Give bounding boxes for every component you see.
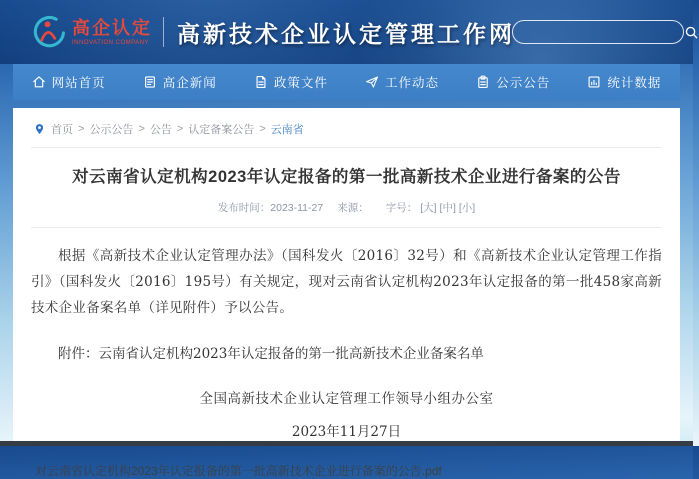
signature-date: 2023年11月27日 [291,424,402,440]
nav-item-news[interactable] [143,73,217,91]
clipboard-icon [476,75,490,89]
font-size-controls [383,200,476,215]
breadcrumb-item-home[interactable]: 首页 [51,124,73,136]
breadcrumb [31,108,662,147]
breadcrumb-divider [31,147,662,148]
attachment-pdf-link[interactable]: 对云南省认定机构2023年认定报备的第一批高新技术企业进行备案的公告.pdf [35,464,442,478]
font-size-large-button[interactable]: [大] [420,202,437,214]
breadcrumb-item-yunnan[interactable]: 云南省 [270,124,304,136]
publish-date: 发布时间：2023-11-27 [217,202,324,214]
brand-subtitle: INNOVATION COMPANY [72,39,150,46]
brand-name: 高企认定 [72,17,152,38]
main-nav [13,64,680,100]
paper-plane-icon [365,75,379,89]
search-icon[interactable] [684,25,699,40]
nav-item-label: 政策文件 [273,76,328,90]
search-input[interactable] [513,22,684,42]
nav-item-label: 公示公告 [496,76,551,90]
breadcrumb-item-notice[interactable]: 公告 [149,124,172,136]
policy-doc-icon [254,75,268,89]
site-logo[interactable] [28,13,152,51]
breadcrumb-separator: > [138,123,145,135]
nav-item-label: 网站首页 [51,76,106,90]
home-icon [32,75,46,89]
breadcrumb-separator: > [176,123,184,135]
font-size-label: 字号： [385,202,418,214]
content-card [13,108,680,478]
logo-swoosh-icon [28,13,68,51]
nav-item-home[interactable] [32,73,106,91]
article-title: 对云南省认定机构2023年认定报备的第一批高新技术企业进行备案的公告 [72,168,621,186]
meta-divider [31,227,662,228]
article-meta [31,200,662,215]
nav-item-label: 工作动态 [385,76,440,90]
font-size-small-button[interactable]: [小] [458,202,476,214]
breadcrumb-separator: > [259,123,266,135]
site-title: 高新技术企业认定管理工作网 [177,20,515,47]
location-pin-icon [33,123,46,136]
news-icon [143,75,157,89]
attachment-line: 附件：云南省认定机构2023年认定报备的第一批高新技术企业备案名单 [58,346,484,362]
nav-item-work-trends[interactable] [365,73,439,91]
search-box[interactable] [512,20,684,44]
header-divider [163,17,164,47]
article-paragraph: 根据《高新技术企业认定管理办法》（国科发火〔2016〕32号）和《高新技术企业认定管理工作指引》（国科发火〔2016〕195号）有关规定，现对云南省认定机构2023年认定报备的第一批458家高新技术企业备案名单（详见附件）予以公告。 [31,248,662,316]
breadcrumb-item-filing-notice[interactable]: 认定备案公告 [188,124,255,136]
source-label: 来源： [337,202,369,214]
nav-item-announcements[interactable] [476,73,550,91]
footer-bar [0,441,693,446]
nav-item-label: 统计数据 [607,76,662,90]
signature-org: 全国高新技术企业认定管理工作领导小组办公室 [199,391,494,407]
stats-chart-icon [587,75,601,89]
nav-item-label: 高企新闻 [162,76,217,90]
breadcrumb-item-announcements[interactable]: 公示公告 [89,124,134,136]
nav-item-statistics[interactable] [587,73,661,91]
breadcrumb-separator: > [78,123,85,135]
font-size-medium-button[interactable]: [中] [439,202,456,214]
nav-item-policy[interactable] [254,73,328,91]
article-body [31,243,662,440]
site-header [0,0,693,64]
